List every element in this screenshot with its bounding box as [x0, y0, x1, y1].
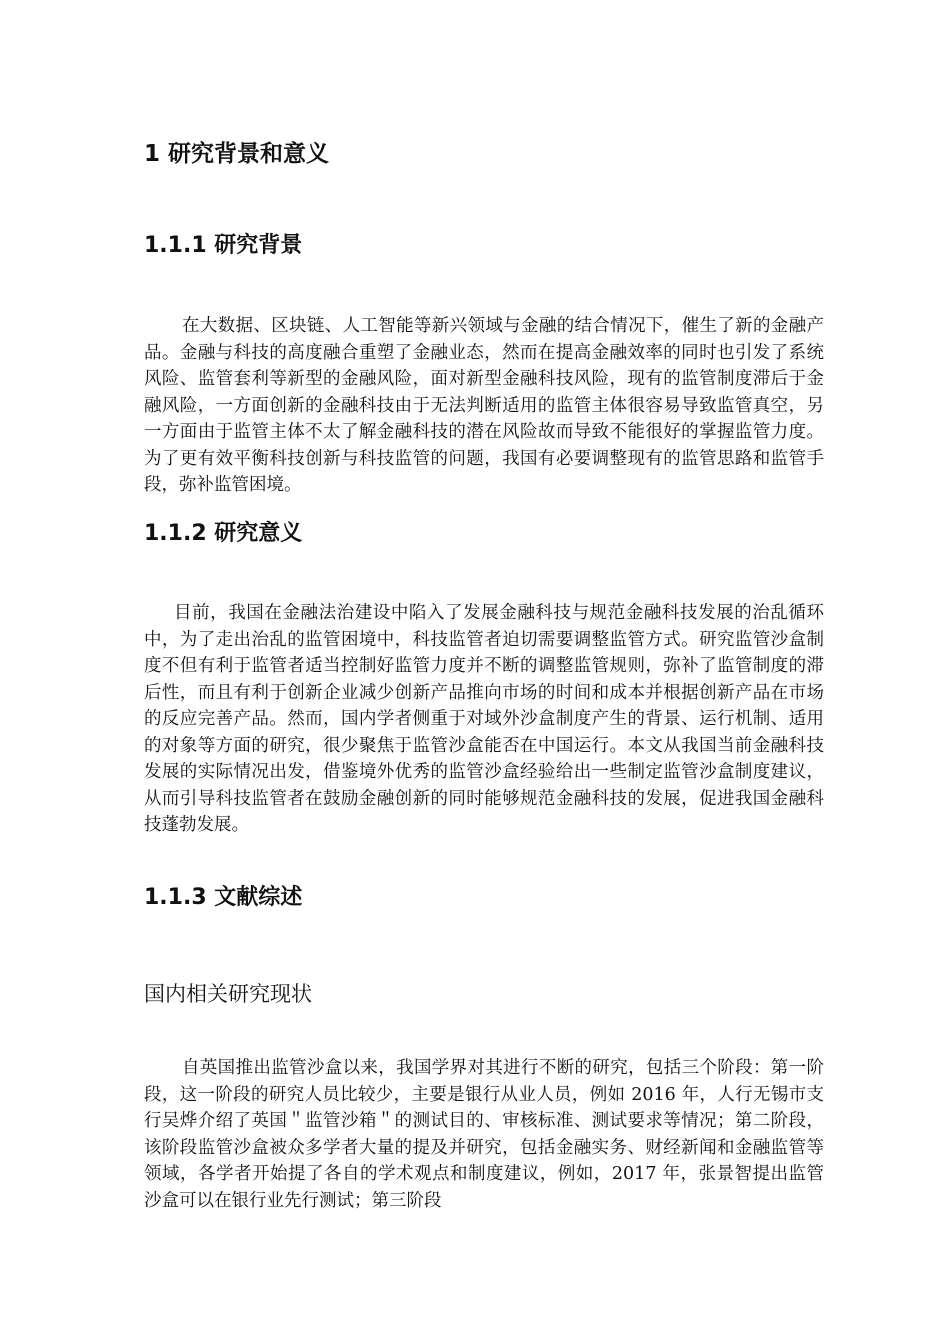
- section-heading-significance: 1.1.2 研究意义: [144, 521, 303, 546]
- chapter-title: 1 研究背景和意义: [144, 141, 330, 167]
- subheading-domestic-research: 国内相关研究现状: [144, 982, 312, 1006]
- paragraph-domestic-research: 自英国推出监管沙盒以来，我国学界对其进行不断的研究，包括三个阶段：第一阶段，这一阶段的研究人员比较少，主要是银行从业人员，例如 2016 年，人行无锡市支行吴烨介绍了英国＂监管沙箱＂的测试目的、审核标准、测试要求等情况；第二阶段，该阶段监管沙盒被众多学者大量的提及并研究，包括金融实务、财经新闻和金融监管等领域，各学者开始提了各自的学术观点和制度建议，例如，2017 年，张景智提出监管沙盒可以在银行业先行测试；第三阶段: [144, 1058, 824, 1211]
- section-heading-literature-review: 1.1.3 文献综述: [144, 885, 303, 910]
- section-heading-background: 1.1.1 研究背景: [144, 233, 303, 258]
- paragraph-significance: 目前，我国在金融法治建设中陷入了发展金融科技与规范金融科技发展的治乱循环中，为了走出治乱的监管困境中，科技监管者迫切需要调整监管方式。研究监管沙盒制度不但有利于监管者适当控制好监管力度并不断的调整监管规则，弥补了监管制度的滞后性，而且有利于创新企业减少创新产品推向市场的时间和成本并根据创新产品在市场的反应完善产品。然而，国内学者侧重于对域外沙盒制度产生的背景、运行机制、适用的对象等方面的研究，很少聚焦于监管沙盒能否在中国运行。本文从我国当前金融科技发展的实际情况出发，借鉴境外优秀的监管沙盒经验给出一些制定监管沙盒制度建议，从而引导科技监管者在鼓励金融创新的同时能够规范金融科技的发展，促进我国金融科技蓬勃发展。: [144, 603, 824, 835]
- paragraph-background: 在大数据、区块链、人工智能等新兴领域与金融的结合情况下，催生了新的金融产品。金融与科技的高度融合重塑了金融业态，然而在提高金融效率的同时也引发了系统风险、监管套利等新型的金融风险，面对新型金融科技风险，现有的监管制度滞后于金融风险，一方面创新的金融科技由于无法判断适用的监管主体很容易导致监管真空，另一方面由于监管主体不太了解金融科技的潜在风险故而导致不能很好的掌握监管力度。为了更有效平衡科技创新与科技监管的问题，我国有必要调整现有的监管思路和监管手段，弥补监管困境。: [144, 316, 824, 495]
